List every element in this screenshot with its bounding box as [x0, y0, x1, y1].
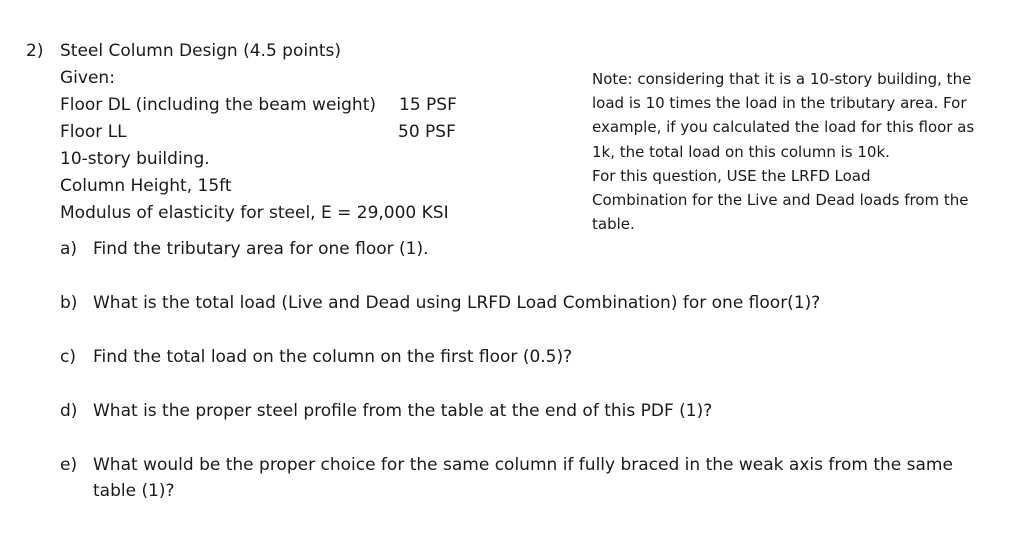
- subquestion-label: c): [60, 347, 76, 367]
- note-line: table.: [592, 215, 635, 234]
- modulus-text: Modulus of elasticity for steel, E = 29,000 KSI: [60, 203, 449, 223]
- note-line: load is 10 times the load in the tributary area. For: [592, 94, 967, 113]
- note-line: For this question, USE the LRFD Load: [592, 166, 871, 185]
- subquestion-text: Find the tributary area for one floor (1).: [93, 239, 429, 259]
- subquestion-text: What would be the proper choice for the same column if fully braced in the weak axis from the same: [93, 455, 953, 475]
- floor-dl-value: 15 PSF: [399, 95, 457, 115]
- note-box: [592, 67, 1002, 236]
- subquestion-text: What is the proper steel profile from the table at the end of this PDF (1)?: [93, 401, 713, 421]
- floor-dl-label: Floor DL (including the beam weight): [60, 95, 377, 115]
- subquestion-label: b): [60, 293, 78, 313]
- question-title: Steel Column Design (4.5 points): [60, 41, 342, 61]
- subquestion-text: What is the total load (Live and Dead using LRFD Load Combination) for one floor(1)?: [93, 293, 821, 313]
- column-height-text: Column Height, 15ft: [60, 176, 232, 196]
- note-line: Combination for the Live and Dead loads from the: [592, 191, 969, 210]
- subquestion-label: d): [60, 401, 78, 421]
- subquestion-text: Find the total load on the column on the first floor (0.5)?: [93, 347, 573, 367]
- question-number: 2): [26, 41, 44, 61]
- note-line: 1k, the total load on this column is 10k.: [592, 142, 890, 161]
- floor-ll-value: 50 PSF: [398, 122, 456, 142]
- note-line: example, if you calculated the load for this floor as: [592, 118, 975, 137]
- given-heading: Given:: [60, 68, 115, 88]
- note-line: Note: considering that it is a 10-story building, the: [592, 70, 972, 88]
- subquestion-label: a): [60, 239, 78, 259]
- subquestion-text-continued: table (1)?: [93, 481, 175, 501]
- subquestion-label: e): [60, 455, 78, 475]
- stories-text: 10-story building.: [60, 149, 210, 169]
- floor-ll-label: Floor LL: [60, 122, 127, 142]
